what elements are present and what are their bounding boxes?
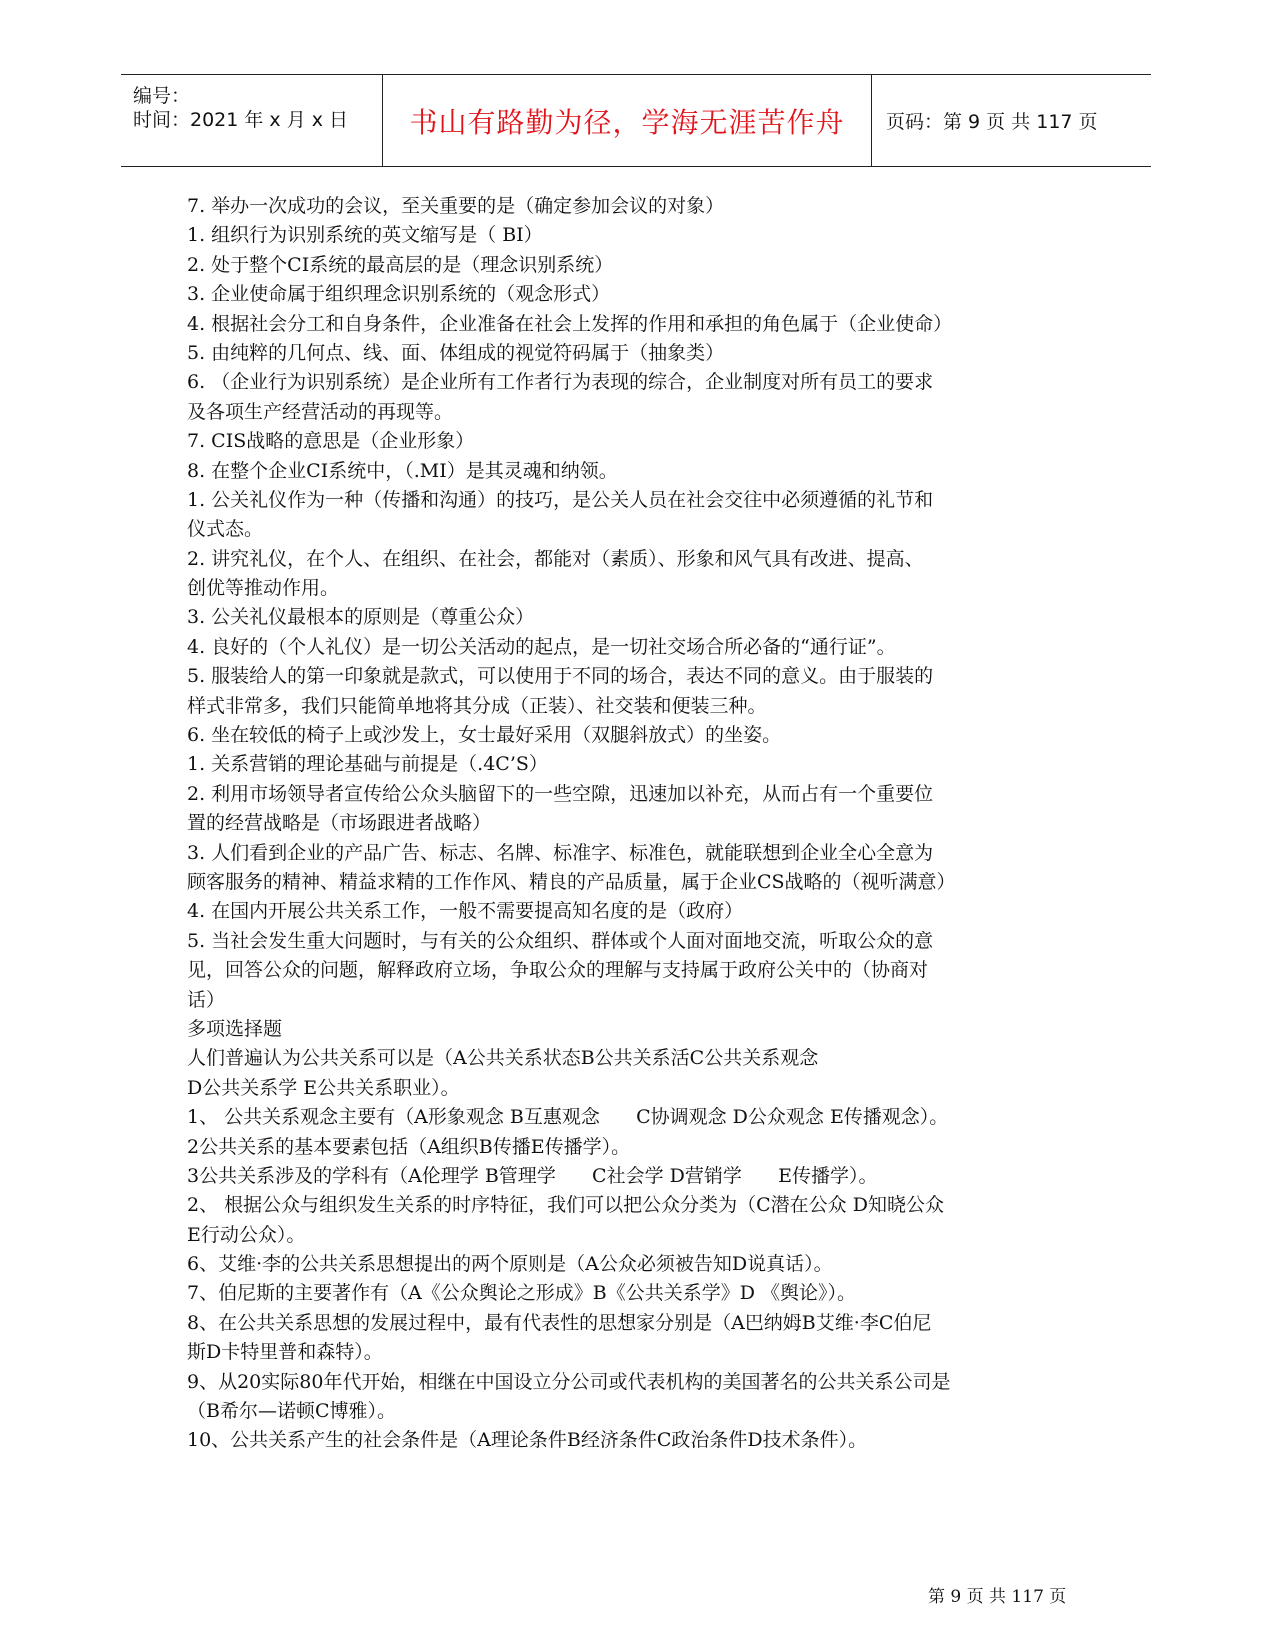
text-line: 2公共关系的基本要素包括（A组织B传播E传播学）。 — [187, 1135, 631, 1158]
header-motto: 书山有路勤为径，学海无涯苦作舟 — [409, 105, 845, 139]
header-motto-cell — [383, 75, 872, 166]
text-line: 7. CIS战略的意思是（企业形象） — [187, 430, 475, 453]
text-line: 5. 当社会发生重大问题时，与有关的公众组织、群体或个人面对面地交流，听取公众的意 — [187, 929, 934, 952]
text-line: 9、从20实际80年代开始，相继在中国设立分公司或代表机构的美国著名的公共关系公司是 — [187, 1370, 951, 1393]
text-line: D公共关系学 E公共关系职业）。 — [187, 1076, 460, 1099]
text-line: 创优等推动作用。 — [187, 577, 340, 600]
text-line: 3. 人们看到企业的产品广告、标志、名牌、标准字、标准色，就能联想到企业全心全意为 — [187, 841, 934, 864]
document-code-label: 编号： — [133, 85, 191, 107]
text-line: 4. 良好的（个人礼仪）是一切公关活动的起点，是一切社交场合所必备的“通行证”。 — [187, 635, 896, 658]
text-line: （B希尔—诺顿C博雅）。 — [187, 1400, 397, 1423]
text-line: 样式非常多，我们只能简单地将其分成（正装）、社交装和便装三种。 — [187, 694, 767, 717]
text-line: 1. 关系营销的理论基础与前提是（.4C’S） — [187, 753, 548, 776]
text-line: 顾客服务的精神、精益求精的工作作风、精良的产品质量，属于企业CS战略的（视听满意） — [187, 870, 956, 893]
text-line: 10、公共关系产生的社会条件是（A理论条件B经济条件C政治条件D技术条件）。 — [187, 1429, 868, 1452]
text-line: 6. 坐在较低的椅子上或沙发上，女士最好采用（双腿斜放式）的坐姿。 — [187, 724, 782, 747]
text-line: 3. 企业使命属于组织理念识别系统的（观念形式） — [187, 283, 611, 306]
text-line: 7、伯尼斯的主要著作有（A《公众舆论之形成》B《公共关系学》D 《舆论》）。 — [187, 1282, 857, 1305]
text-line: 5. 由纯粹的几何点、线、面、体组成的视觉符码属于（抽象类） — [187, 341, 725, 364]
text-line: 8. 在整个企业CI系统中，（.MI）是其灵魂和纳领。 — [187, 459, 618, 482]
page-header — [121, 74, 1151, 167]
header-page-cell — [872, 75, 1151, 166]
text-line: 3公共关系涉及的学科有（A伦理学 B管理学 C社会学 D营销学 E传播学）。 — [187, 1164, 878, 1187]
text-line: 话） — [187, 988, 226, 1011]
text-line: 仪式态。 — [187, 518, 264, 541]
text-line: 及各项生产经营活动的再现等。 — [187, 400, 454, 423]
text-line: 7. 举办一次成功的会议，至关重要的是（确定参加会议的对象） — [187, 195, 725, 217]
text-line: E行动公众）。 — [187, 1223, 306, 1246]
text-line: 4. 在国内开展公共关系工作，一般不需要提高知名度的是（政府） — [187, 900, 744, 923]
text-line: 1、 公共关系观念主要有（A形象观念 B互惠观念 C协调观念 D公众观念 E传播观念）。 — [187, 1106, 949, 1129]
text-line: 2、 根据公众与组织发生关系的时序特征，我们可以把公众分类为（C潜在公众 D知晓公众 — [187, 1194, 944, 1217]
text-line: 8、在公共关系思想的发展过程中，最有代表性的思想家分别是（A巴纳姆B艾维·李C伯尼 — [187, 1311, 932, 1334]
text-line: 斯D卡特里普和森特）。 — [187, 1341, 383, 1364]
text-line: 6. （企业行为识别系统）是企业所有工作者行为表现的综合，企业制度对所有员工的要求 — [187, 371, 934, 394]
header-page-number: 页码：第 9 页 共 117 页 — [886, 111, 1098, 133]
text-line: 2. 处于整个CI系统的最高层的是（理念识别系统） — [187, 253, 614, 276]
text-line: 5. 服装给人的第一印象就是款式，可以使用于不同的场合，表达不同的意义。由于服装的 — [187, 665, 934, 688]
text-line: 1. 组织行为识别系统的英文缩写是（ BI） — [187, 224, 543, 247]
page-footer: 第 9 页 共 117 页 — [928, 1587, 1067, 1607]
text-line: 3. 公关礼仪最根本的原则是（尊重公众） — [187, 606, 535, 629]
text-line: 1. 公关礼仪作为一种（传播和沟通）的技巧，是公关人员在社会交往中必须遵循的礼节和 — [187, 488, 934, 511]
text-line: 人们普遍认为公共关系可以是（A公共关系状态B公共关系活C公共关系观念 — [187, 1047, 819, 1070]
text-line: 2. 利用市场领导者宣传给公众头脑留下的一些空隙，迅速加以补充，从而占有一个重要位 — [187, 782, 934, 805]
text-line: 2. 讲究礼仪，在个人、在组织、在社会，都能对（素质）、形象和风气具有改进、提高、 — [187, 547, 924, 570]
text-line: 4. 根据社会分工和自身条件，企业准备在社会上发挥的作用和承担的角色属于（企业使命） — [187, 312, 953, 335]
text-line: 多项选择题 — [187, 1017, 283, 1040]
document-body — [187, 192, 1092, 1456]
header-meta-cell — [121, 75, 383, 166]
text-line: 见，回答公众的问题，解释政府立场，争取公众的理解与支持属于政府公关中的（协商对 — [187, 959, 929, 982]
text-line: 置的经营战略是（市场跟进者战略） — [187, 812, 492, 835]
text-line: 6、艾维·李的公共关系思想提出的两个原则是（A公众必须被告知D说真话）。 — [187, 1253, 833, 1276]
document-time-label: 时间：2021 年 x 月 x 日 — [133, 109, 349, 131]
